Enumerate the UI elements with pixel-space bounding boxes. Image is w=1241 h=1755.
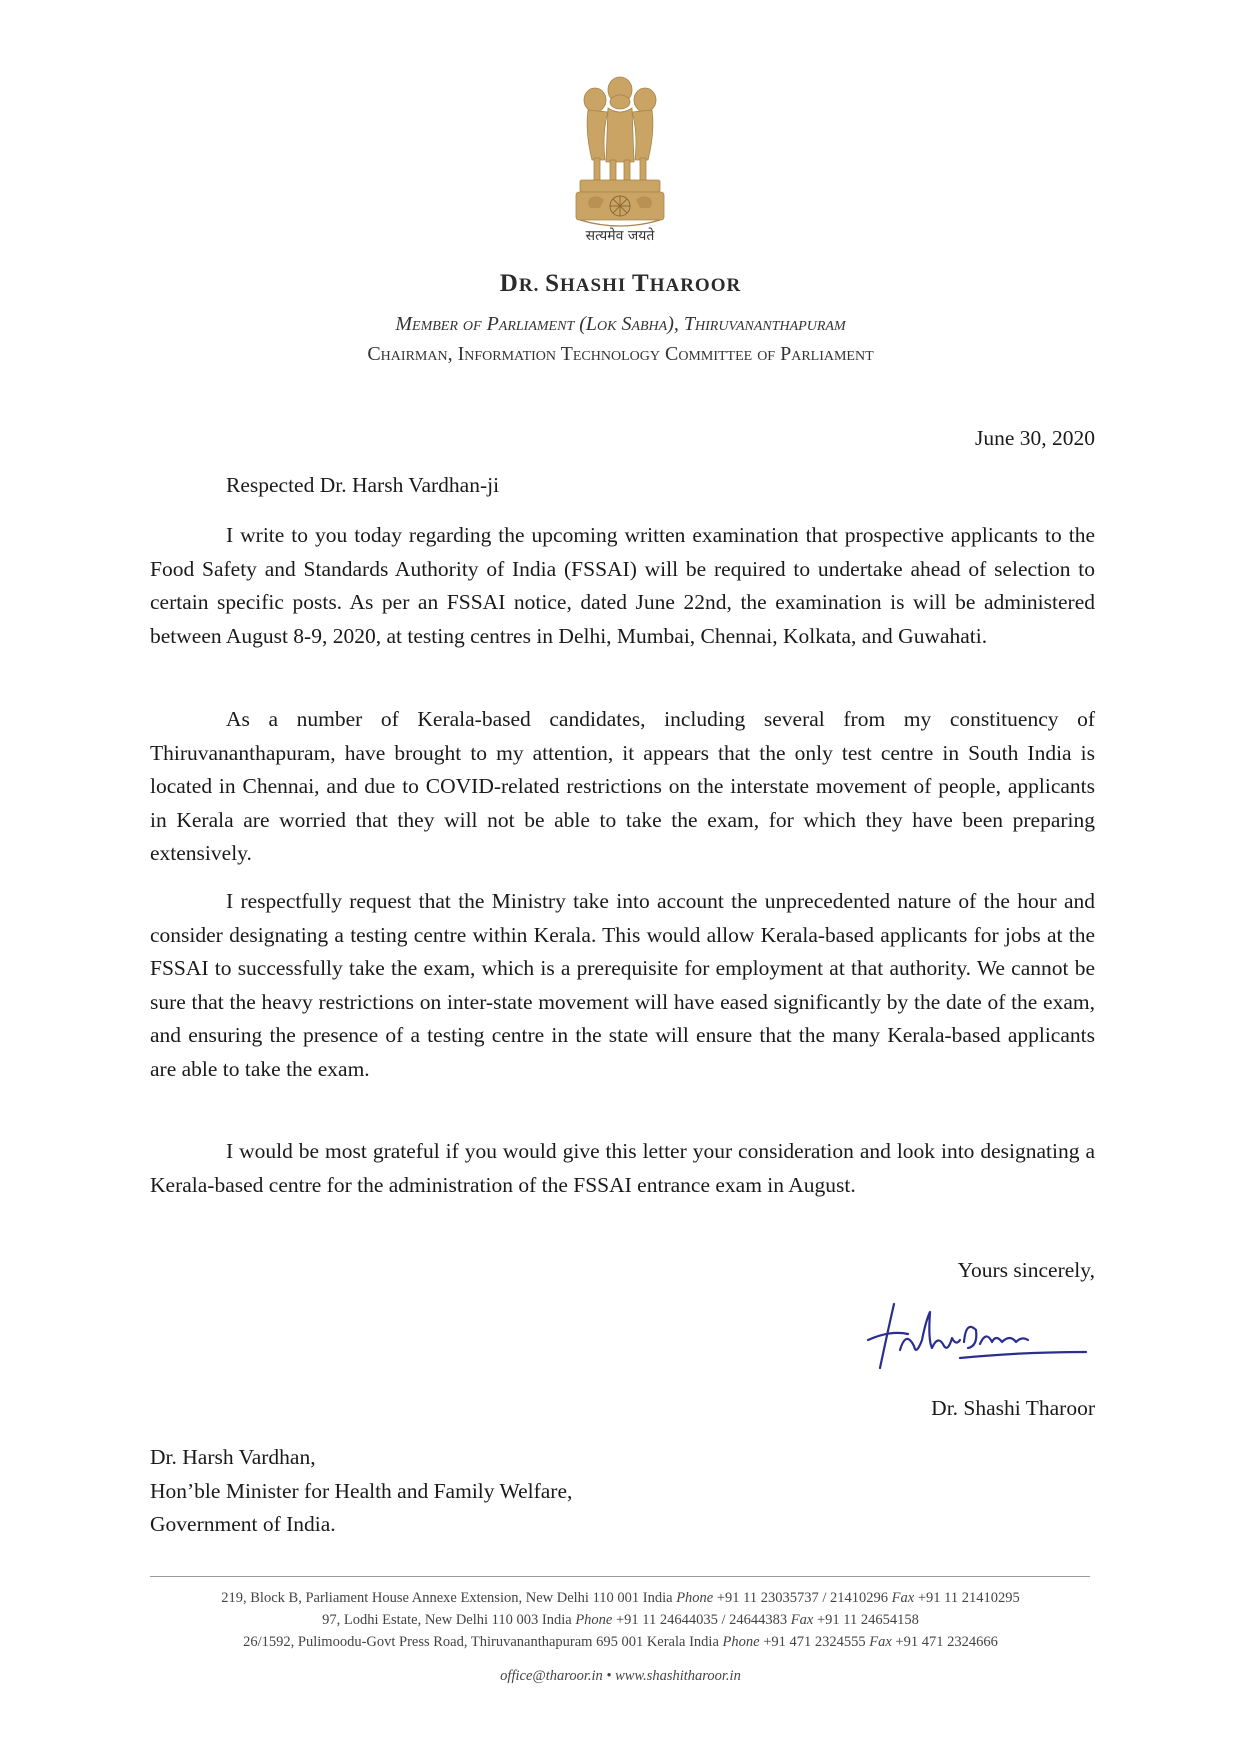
name-initial-s: S [545, 270, 560, 297]
recipient-block [150, 1441, 572, 1542]
letter-date: June 30, 2020 [974, 426, 1095, 450]
name-part-2: HASHI [560, 275, 632, 296]
salutation: Respected Dr. Harsh Vardhan-ji [226, 473, 500, 497]
national-emblem-icon [570, 72, 670, 242]
signature-icon [860, 1290, 1090, 1380]
footer-address-text: 26/1592, Pulimoodu-Govt Press Road, Thiruvananthapuram 695 001 Kerala India [243, 1634, 719, 1650]
fax-label: Fax [790, 1612, 814, 1628]
name-initial-d: D [499, 270, 519, 297]
footer-email-link[interactable]: office@tharoor.in [500, 1668, 603, 1684]
phone-label: Phone [575, 1612, 613, 1628]
footer-separator: • [606, 1668, 612, 1684]
letterhead-title-mp: Member of Parliament (Lok Sabha), Thiruvananthapuram [395, 313, 846, 335]
body-paragraph-4: I would be most grateful if you would give this letter your consideration and look into designating a Kerala-based centre for the administration of the FSSAI entrance exam in August. [150, 1139, 1095, 1197]
fax-label: Fax [869, 1634, 892, 1650]
recipient-line: Government of India. [150, 1512, 336, 1536]
footer-website-link[interactable]: www.shashitharoor.in [615, 1668, 741, 1684]
footer-fax: +91 11 21410295 [917, 1590, 1020, 1606]
body-paragraph-1: I write to you today regarding the upcoming written examination that prospective applicants to the Food Safety and Standards Authority of India (FSSAI) will be required to undertake ahead of selection to certain specific posts. As per an FSSAI notice, dated June 22nd, the examination is will be administered between August 8-9, 2020, at testing centres in Delhi, Mumbai, Chennai, Kolkata, and Guwahati. [150, 523, 1095, 648]
emblem-motto: सत्यमेव जयते [585, 228, 655, 244]
fax-label: Fax [891, 1590, 915, 1606]
footer-fax: +91 11 24654158 [816, 1612, 919, 1628]
letterhead-title-chairman: Chairman, Information Technology Committee of Parliament [367, 343, 874, 365]
closing: Yours sincerely, [957, 1258, 1095, 1282]
footer-address-delhi-office [0, 1590, 1241, 1607]
body-paragraph-2: As a number of Kerala-based candidates, including several from my constituency of Thiruvananthapuram, have brought to my attention, it appears that the only test centre in South India is located in Chennai, and due to COVID-related restrictions on the interstate movement of people, applicants in Kerala are worried that they will not be able to take the exam, for which they have been preparing extensively. [150, 707, 1095, 865]
footer-divider [150, 1576, 1090, 1577]
letterhead-name [0, 270, 1241, 298]
footer-address-text: 219, Block B, Parliament House Annexe Extension, New Delhi 110 001 India [221, 1590, 673, 1606]
phone-label: Phone [722, 1634, 760, 1650]
name-part-3: HAROOR [649, 275, 742, 296]
footer-address-lodhi-estate [0, 1612, 1241, 1629]
footer-phone: +91 11 23035737 / 21410296 [716, 1590, 889, 1606]
name-initial-t: T [632, 270, 650, 297]
name-part-1: R. [518, 275, 546, 296]
body-paragraph-3: I respectfully request that the Ministry take into account the unprecedented nature of the hour and consider designating a testing centre within Kerala. This would allow Kerala-based applicants for jobs at the FSSAI to successfully take the exam, which is a prerequisite for employment at that authority. We cannot be sure that the heavy restrictions on inter-state movement will have eased significantly by the date of the exam, and ensuring the presence of a testing centre in the state will ensure that the many Kerala-based applicants are able to take the exam. [150, 889, 1095, 1081]
footer-address-thiruvananthapuram [0, 1634, 1241, 1651]
signer-name: Dr. Shashi Tharoor [931, 1396, 1095, 1420]
footer-fax: +91 471 2324666 [895, 1634, 998, 1650]
footer-phone: +91 471 2324555 [763, 1634, 866, 1650]
recipient-line: Dr. Harsh Vardhan, [150, 1445, 316, 1469]
footer-phone: +91 11 24644035 / 24644383 [615, 1612, 788, 1628]
footer-address-text: 97, Lodhi Estate, New Delhi 110 003 India [322, 1612, 572, 1628]
footer-contact [0, 1668, 1241, 1685]
phone-label: Phone [676, 1590, 714, 1606]
recipient-line: Hon’ble Minister for Health and Family Welfare, [150, 1478, 573, 1503]
